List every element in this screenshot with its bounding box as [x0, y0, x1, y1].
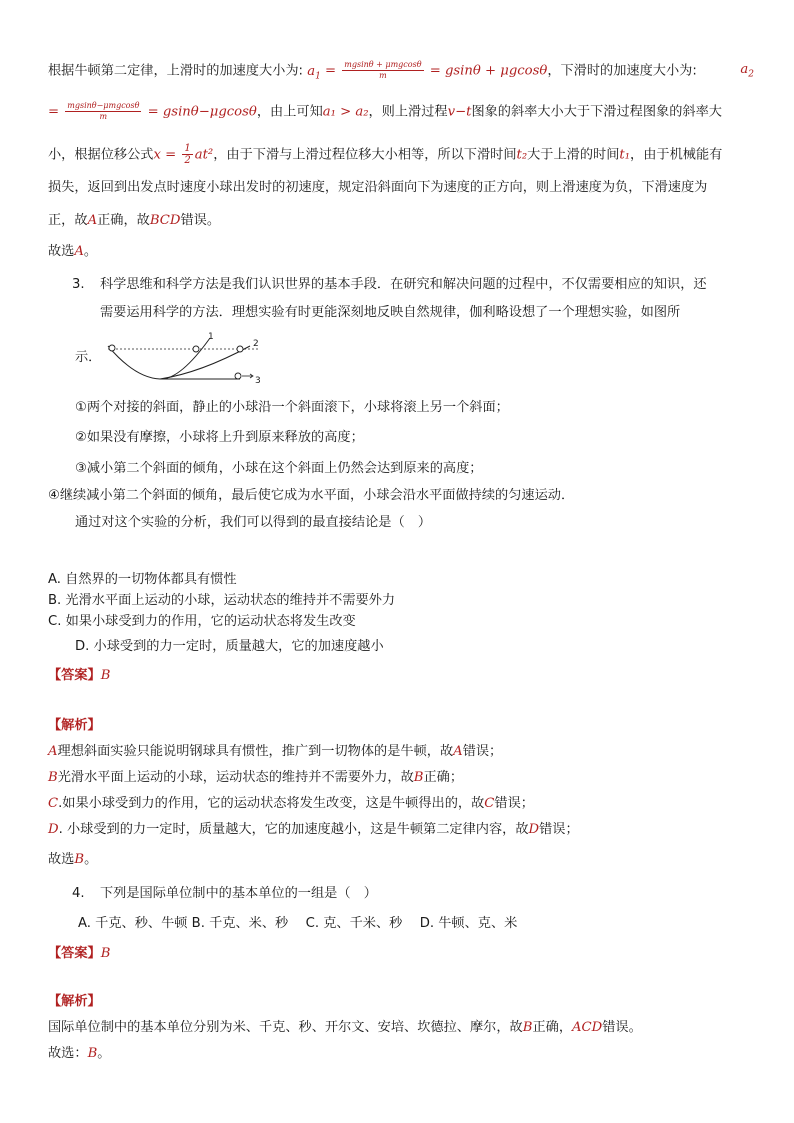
option-ref: BCD [149, 213, 181, 228]
q3-statement-3: ③减小第二个斜面的倾角，小球在这个斜面上仍然会达到原来的高度； [75, 461, 483, 476]
solution-line-4 [48, 178, 754, 198]
q3-analysis-d: D. 小球受到的力一定时，质量越大，它的加速度越小，这是牛顿第二定律内容，故D错误； [48, 822, 579, 837]
q4-answer [48, 944, 754, 964]
q3-question: 通过对这个实验的分析，我们可以得到的最直接结论是（ ） [75, 515, 432, 530]
q3-final: 故选B。 [48, 852, 98, 867]
compare: a₁ > a₂ [322, 104, 369, 120]
q3-analysis-label: 【解析】 [48, 718, 101, 733]
text: 根据牛顿第二定律，上滑时的加速度大小为: [48, 63, 304, 79]
option-ref: A [87, 213, 98, 228]
answer-value: B [100, 668, 111, 683]
incline-path-1 [108, 338, 210, 379]
text: 图象的斜率大小大于下滑过程图象的斜率大 [471, 104, 722, 120]
q3-answer [48, 666, 754, 686]
q3-option-d: D. 小球受到的力一定时，质量越大，它的加速度越小 [75, 639, 384, 654]
text: 正确，故 [97, 213, 150, 228]
a1-symbol: $a_1$ [307, 63, 321, 82]
at2: at² [194, 147, 214, 163]
fraction-half: $\frac{1}{2}$ [184, 143, 191, 166]
fraction-down: $\frac{\text{mgsinθ−μmgcosθ}}{m}$ [67, 101, 140, 121]
q3-option-b: B. 光滑水平面上运动的小球，运动状态的维持并不需要外力 [48, 593, 396, 608]
q3-statement-2: ②如果没有摩擦，小球将上升到原来释放的高度； [75, 430, 364, 445]
fraction-up: $\frac{\text{mgsinθ + μmgcosθ}}{m}$ [344, 60, 422, 80]
t2: t₂ [516, 147, 528, 163]
solution-line-2 [48, 101, 754, 123]
q3-option-a: A. 自然界的一切物体都具有惯性 [48, 572, 237, 587]
text: ，由上可知 [256, 104, 323, 120]
ball-horizontal [235, 373, 241, 379]
ball-start [109, 345, 115, 351]
q3-analysis-a: A理想斜面实验只能说明钢球具有惯性，推广到一切物体的是牛顿，故A错误； [48, 744, 503, 759]
x-eq: x = [153, 147, 181, 163]
question-number: 4. [72, 886, 85, 901]
text: 科学思维和科学方法是我们认识世界的基本手段．在研究和解决问题的过程中，不仅需要相应的知识，还 [100, 277, 707, 292]
q4-analysis: 国际单位制中的基本单位分别为米、千克、秒、开尔文、安培、坎德拉、摩尔，故B正确，ACD错误。 [48, 1020, 642, 1035]
ball-incline-2 [237, 346, 243, 352]
text: 故选 [48, 244, 75, 259]
a2-symbol: $a_2$ [740, 62, 754, 80]
result-down: gsinθ−μgcosθ [162, 104, 257, 120]
option-ref: A [74, 244, 84, 259]
text: 需要运用科学的方法．理想实验有时更能深刻地反映自然规律，伽利略设想了一个理想实验，如图所 [100, 305, 681, 320]
equals: = [48, 104, 64, 120]
text: 大于上滑的时间 [527, 147, 620, 163]
equals: = [143, 104, 163, 120]
path-label-2: 2 [253, 339, 259, 349]
vt-symbol: v−t [447, 104, 472, 120]
text: 示． [75, 350, 102, 365]
result-up: gsinθ + μgcosθ [444, 63, 548, 79]
path-label-1: 1 [208, 332, 214, 342]
text: ，则上滑过程 [368, 104, 448, 120]
solution-line-1 [48, 60, 754, 86]
q4-analysis-label: 【解析】 [48, 994, 101, 1009]
t1: t₁ [619, 147, 631, 163]
q4-stem [72, 884, 754, 904]
answer-label: 【答案】 [48, 668, 101, 683]
answer-label: 【答案】 [48, 946, 101, 961]
question-number: 3. [72, 277, 85, 292]
q4-options: A. 千克、秒、牛顿 B. 千克、米、秒 C. 克、千米、秒 D. 牛顿、克、米 [78, 916, 518, 931]
answer-value: B [100, 946, 111, 961]
equals: = [425, 63, 445, 79]
text: ，下滑时的加速度大小为: [547, 63, 697, 79]
q3-stem-1 [72, 275, 754, 295]
text: 错误。 [180, 213, 221, 228]
solution-line-5 [48, 211, 754, 231]
q4-final: 故选：B。 [48, 1046, 111, 1061]
solution-final [48, 242, 754, 262]
text: 小，根据位移公式 [48, 147, 154, 163]
ball-incline-1 [193, 346, 199, 352]
text: 损失，返回到出发点时速度小球出发时的初速度，规定沿斜面向下为速度的正方向，则上滑速度为负，下滑速度为 [48, 180, 708, 195]
q3-option-c: C. 如果小球受到力的作用，它的运动状态将发生改变 [48, 614, 356, 629]
q3-analysis-b: B光滑水平面上运动的小球，运动状态的维持并不需要外力，故B正确； [48, 770, 464, 785]
equals: = [320, 63, 341, 79]
q3-statement-4: ④继续减小第二个斜面的倾角，最后使它成为水平面，小球会沿水平面做持续的匀速运动． [48, 488, 575, 503]
text: 下列是国际单位制中的基本单位的一组是（ ） [100, 886, 377, 901]
text: 正，故 [48, 213, 88, 228]
q3-statement-1: ①两个对接的斜面，静止的小球沿一个斜面滚下，小球将滚上另一个斜面； [75, 400, 509, 415]
galileo-incline-diagram [100, 328, 275, 388]
path-label-3: 3 [255, 376, 261, 386]
solution-line-3 [48, 143, 754, 166]
q3-stem-2 [100, 303, 754, 323]
q3-analysis-c: C.如果小球受到力的作用，它的运动状态将发生改变，这是牛顿得出的，故C错误； [48, 796, 534, 811]
text: ，由于机械能有 [630, 147, 723, 163]
text: ，由于下滑与上滑过程位移大小相等，所以下滑时间 [213, 147, 517, 163]
text: 。 [83, 244, 98, 259]
